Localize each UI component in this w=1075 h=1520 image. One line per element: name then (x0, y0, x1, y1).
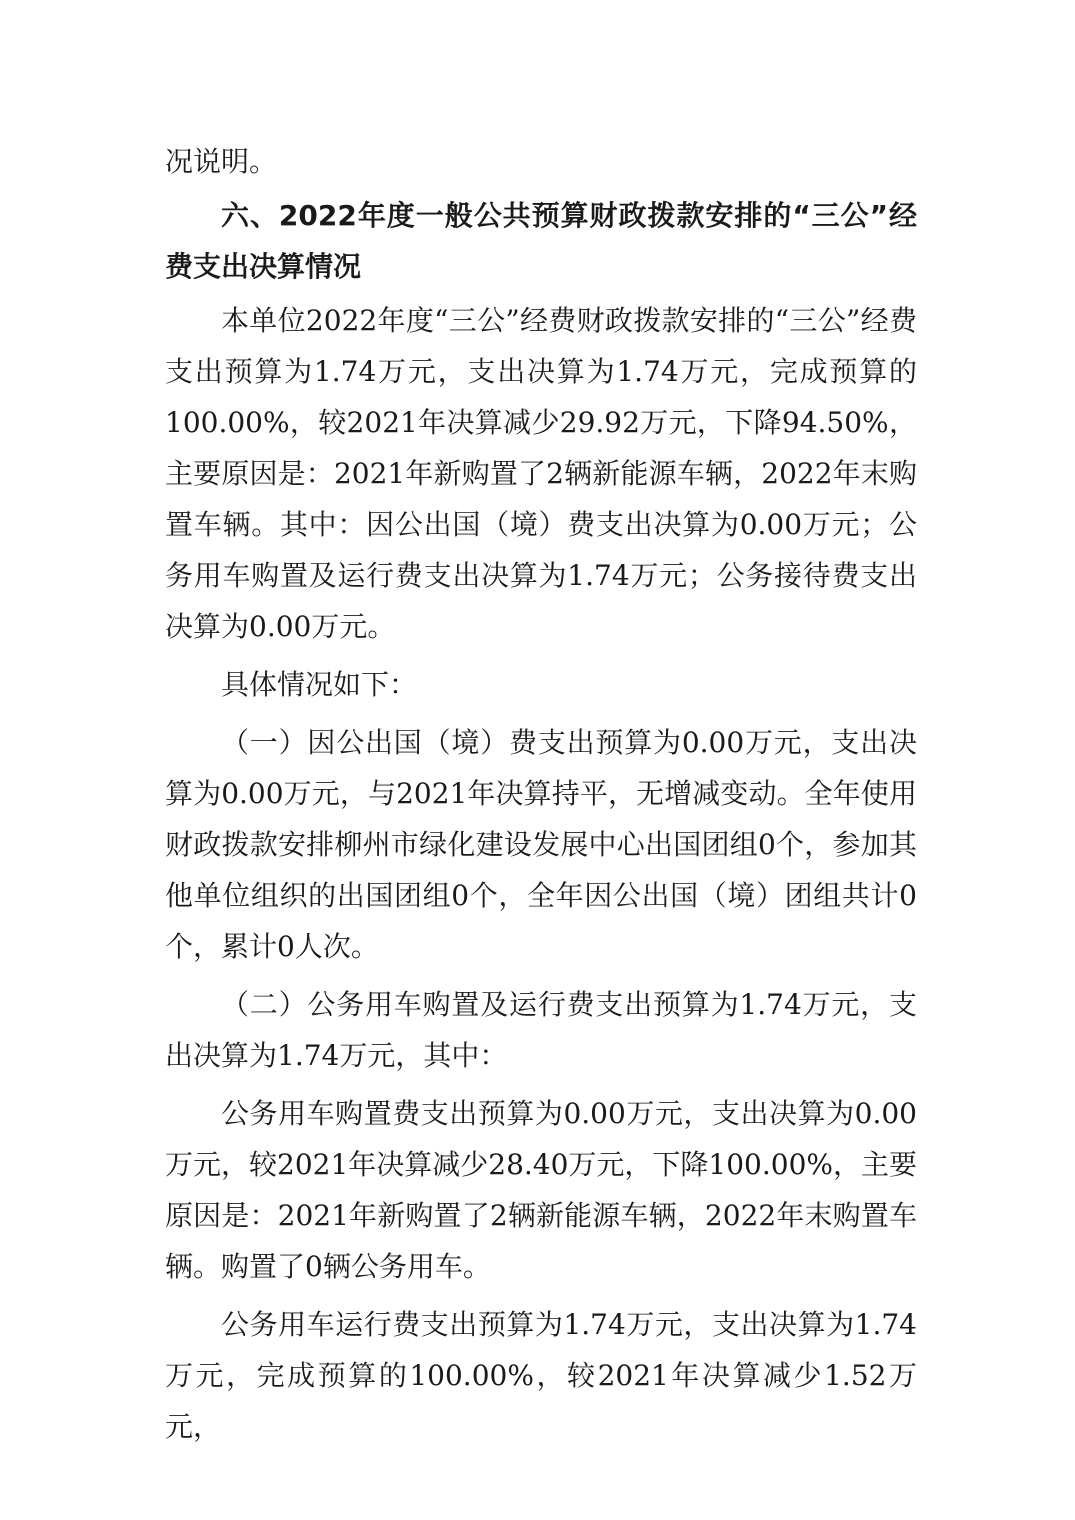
document-body (165, 136, 917, 1452)
paragraph-details-intro: 具体情况如下： (221, 668, 418, 701)
paragraph-vehicle-purchase: 公务用车购置费支出预算为0.00万元，支出决算为0.00万元，较2021年决算减少28.40万元，下降100.00%，主要原因是：2021年新购置了2辆新能源车辆，2022年末购置车辆。购置了0辆公务用车。 (165, 1097, 917, 1283)
paragraph-overseas-travel: （一）因公出国（境）费支出预算为0.00万元，支出决算为0.00万元，与2021年决算持平，无增减变动。全年使用财政拨款安排柳州市绿化建设发展中心出国团组0个，参加其他单位组织的出国团组0个，全年因公出国（境）团组共计0个，累计0人次。 (165, 726, 917, 963)
paragraph-vehicle-operation: 公务用车运行费支出预算为1.74万元，支出决算为1.74万元，完成预算的100.00%，较2021年决算减少1.52万元， (165, 1308, 917, 1443)
paragraph-continuation: 况说明。 (165, 145, 278, 178)
paragraph-summary: 本单位2022年度“三公”经费财政拨款安排的“三公”经费支出预算为1.74万元，支出决算为1.74万元，完成预算的100.00%，较2021年决算减少29.92万元，下降94.50%，主要原因是：2021年新购置了2辆新能源车辆，2022年末购置车辆。其中：因公出国（境）费支出决算为0.00万元；公务用车购置及运行费支出决算为1.74万元；公务接待费支出决算为0.00万元。 (165, 304, 917, 643)
section-heading-six: 六、2022年度一般公共预算财政拨款安排的“三公”经费支出决算情况 (165, 199, 917, 283)
paragraph-official-vehicles: （二）公务用车购置及运行费支出预算为1.74万元，支出决算为1.74万元，其中： (165, 988, 917, 1072)
